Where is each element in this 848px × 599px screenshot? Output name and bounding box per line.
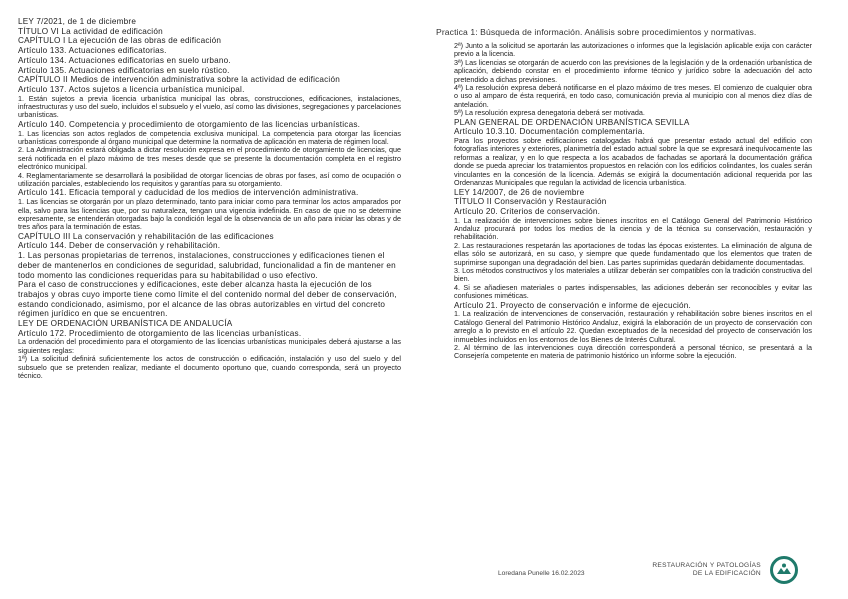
section-heading: CAPÍTULO I La ejecución de las obras de edificación — [18, 36, 222, 46]
footer-course-line-2: DE LA EDIFICACIÓN — [692, 570, 761, 577]
section-heading: TÍTULO VI La actividad de edificación — [18, 26, 163, 36]
section-heading: CAPÍTULO III La conservación y rehabilitación de las edificaciones — [18, 231, 274, 241]
body-paragraph: 1. La realización de intervenciones sobre bienes inscritos en el Catálogo General del Patrimonio Histórico Andaluz procurará por todos los medios de la ciencia y de la técnica su conservación, restauración y rehabilitación. — [454, 215, 812, 242]
body-paragraph: La ordenación del procedimiento para el otorgamiento de las licencias urbanísticas municipales deberá ajustarse a las siguientes reglas: — [18, 337, 401, 355]
section-heading: Artículo 134. Actuaciones edificatorias en suelo urbano. — [18, 55, 231, 65]
body-paragraph: 1ª) La solicitud definirá suficientemente los actos de construcción o edificación, instalación y uso del suelo y del subsuelo que se pretenden realizar, mediante el documento oportuno que, cuando corresponda, será un proyecto técnico. — [18, 354, 401, 381]
section-heading: Artículo 144. Deber de conservación y rehabilitación. — [18, 241, 221, 251]
section-heading: Artículo 137. Actos sujetos a licencia urbanística municipal. — [18, 84, 245, 94]
section-heading: LEY 7/2021, de 1 de diciembre — [18, 17, 137, 26]
body-paragraph: 2. La Administración estará obligada a dictar resolución expresa en el procedimiento de otorgamiento de licencias, que será notificada en el plazo máximo de tres meses desde que se presente la documentación completa en el registro electrónico municipal. — [18, 145, 401, 172]
section-heading: Artículo 133. Actuaciones edificatorias. — [18, 46, 167, 56]
section-heading: Artículo 135. Actuaciones edificatorias en suelo rústico. — [18, 65, 230, 75]
footer-course-line-1: RESTAURACIÓN Y PATOLOGÍAS — [652, 562, 761, 569]
body-paragraph: 2. Al término de las intervenciones cuya dirección corresponderá a personal técnico, se presentará a la Consejería competente en materia de patrimonio histórico un informe sobre la ejecución. — [454, 343, 812, 361]
section-heading: 1. Las personas propietarias de terrenos, instalaciones, construcciones y edificaciones tienen el deber de mantenerlos en condiciones de seguridad, salubridad, funcionalidad a fin de mantener en todo momento las condiciones requeridas para su habitabilidad o uso efectivo. — [18, 251, 396, 280]
section-heading: LEY 14/2007, de 26 de noviembre — [454, 187, 585, 197]
footer-course — [626, 562, 761, 578]
footer-author: Loredana Punelle 16.02.2023 — [498, 570, 585, 577]
section-heading: LEY DE ORDENACIÓN URBANÍSTICA DE ANDALUCÍA — [18, 319, 233, 329]
body-paragraph: 4ª) La resolución expresa deberá notificarse en el plazo máximo de tres meses. El comienzo de cualquier obra o uso al amparo de ésta requerirá, en todo caso, comunicación previa al municipio con al menos diez días de antelación. — [454, 83, 812, 109]
body-paragraph: 2ª) Junto a la solicitud se aportarán las autorizaciones o informes que la legislación aplicable exija con carácter previo a la licencia. — [454, 42, 812, 59]
section-heading: PLAN GENERAL DE ORDENACIÓN URBANÍSTICA SEVILLA — [454, 117, 690, 127]
section-heading: Para el caso de construcciones y edificaciones, este deber alcanza hasta la ejecución de los trabajos y obras cuyo importe tiene como límite el del contenido normal del deber de conservación, estando condicionado, asimismo, por el alcance de las obras autorizables en virtud del concreto régimen jurídico en que se encuentren. — [18, 280, 397, 319]
right-text-column — [454, 42, 812, 532]
body-paragraph: 4. Reglamentariamente se desarrollará la posibilidad de otorgar licencias de obras por fases, así como de ocupación o utilización parciales, estableciendo los requisitos y garantías para su otorgamiento. — [18, 170, 401, 188]
section-heading: Artículo 172. Procedimiento de otorgamiento de las licencias urbanísticas. — [18, 328, 302, 338]
body-paragraph: 5ª) La resolución expresa denegatoria deberá ser motivada. — [454, 108, 645, 118]
section-heading: Artículo 140. Competencia y procedimiento de otorgamiento de las licencias urbanísticas. — [18, 119, 361, 129]
body-paragraph: 2. Las restauraciones respetarán las aportaciones de todas las épocas existentes. La eliminación de alguna de ellas sólo se autorizará, en su caso, y siempre que quede fundamentado que los elementos que traten de suprimirse supongan una degradación del bien. Las partes suprimidas quedarán debidamente documentadas. — [454, 240, 812, 267]
section-heading: Artículo 20. Criterios de conservación. — [454, 206, 601, 216]
body-paragraph: 3. Los métodos constructivos y los materiales a utilizar deberán ser compatibles con la tradición constructiva del bien. — [454, 266, 812, 284]
section-heading: CAPÍTULO II Medios de intervención administrativa sobre la actividad de edificación — [18, 75, 340, 85]
section-heading: Artículo 21. Proyecto de conservación e informe de ejecución. — [454, 300, 692, 310]
body-paragraph: 4. Si se añadiesen materiales o partes indispensables, las adiciones deberán ser reconocibles y evitar las confusiones miméticas. — [454, 282, 812, 301]
body-paragraph: 1. Las licencias son actos reglados de competencia exclusiva municipal. La competencia para otorgar las licencias urbanísticas corresponde al órgano municipal que determine la normativa de aplicación en materia de régimen local. — [18, 128, 401, 146]
section-heading: Artículo 141. Eficacia temporal y caducidad de los medios de intervención administrativa. — [18, 188, 359, 198]
body-paragraph: 1. Están sujetos a previa licencia urbanística municipal las obras, construcciones, edificaciones, instalaciones, infraestructuras y uso del suelo, incluidos el subsuelo y el vuelo, así como las divisiones, segregaciones y parcelaciones urbanísticas. — [18, 93, 401, 120]
section-heading: Artículo 10.3.10. Documentación complementaria. — [454, 127, 645, 137]
body-paragraph: 3ª) Las licencias se otorgarán de acuerdo con las previsiones de la legislación y de la ordenación urbanística de aplicación, debiendo constar en el procedimiento informe técnico y jurídico sobre la adecuación del acto pretendido a dichas previsiones. — [454, 57, 812, 84]
left-text-column — [18, 17, 401, 595]
page-header: Practica 1: Búsqueda de información. Análisis sobre procedimientos y normativas. — [436, 27, 757, 37]
body-paragraph: 1. Las licencias se otorgarán por un plazo determinado, tanto para iniciar como para terminar los actos amparados por ella, salvo para las licencias que, por su naturaleza, tengan una vigencia indefinida. En caso de que no se determine expresamente, se entenderán otorgadas bajo la condición legal de la observancia de un año para iniciar las obras y de tres años para la terminación de estas. — [18, 197, 401, 232]
university-logo-icon — [770, 556, 798, 584]
right-page — [424, 0, 848, 599]
body-paragraph: 1. La realización de intervenciones de conservación, restauración y rehabilitación sobre bienes inscritos en el Catálogo General del Patrimonio Histórico Andaluz, exigirá la elaboración de un proyecto de conservación con arreglo a lo previsto en el artículo 22. Quedan exceptuados de la necesidad del proyecto de conservación los inmuebles incluidos en los entornos de los Bienes de Interés Cultural. — [454, 309, 812, 344]
section-heading: TÍTULO II Conservación y Restauración — [454, 197, 607, 207]
body-paragraph: Para los proyectos sobre edificaciones catalogadas habrá que presentar estado actual del edificio con fotografías interiores y exteriores, planimetría del estado actual sobre la que se expresará inequívocamente las reformas a realizar, y en lo que respecta a los acabados de fachadas se aportará la documentación gráfica donde se pueda apreciar los tratamientos propuestos en relación con los edificios colindantes, los cuales serán vinculantes en la concesión de la licencia. Además se exigirá la documentación adicional requerida por las Ordenanzas Municipales que regulan la actividad de licencia urbanística. — [454, 136, 812, 188]
